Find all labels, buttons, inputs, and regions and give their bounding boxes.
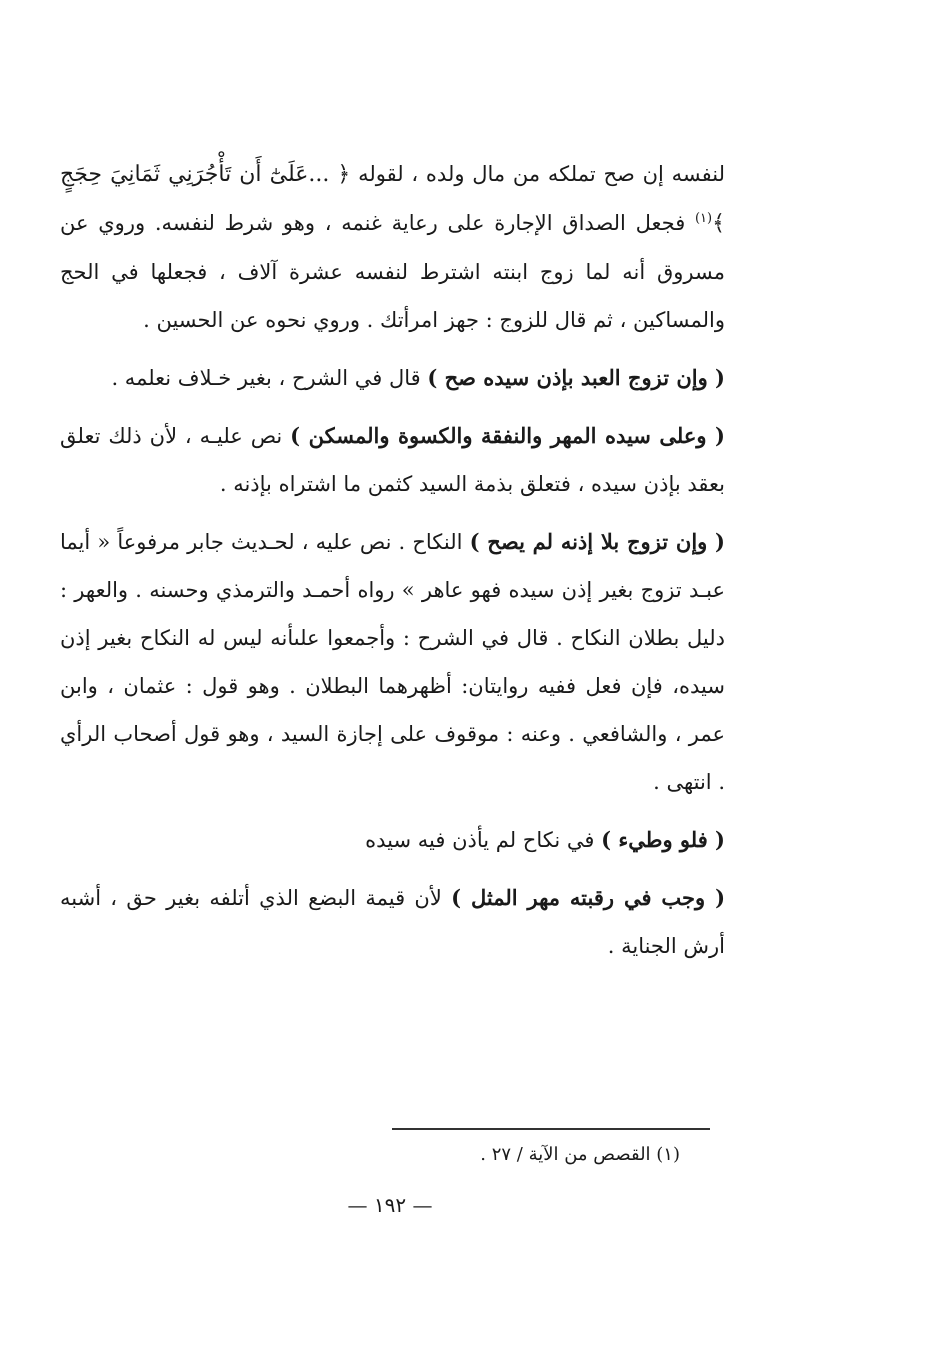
page-body <box>60 150 725 980</box>
paragraph <box>60 150 725 344</box>
text-segment: لنفسه إن صح تملكه من مال ولده ، لقوله <box>350 162 725 186</box>
text-segment: لأن قيمة البضع الذي أتلفه بغير حق ، أشبه أرش الجناية . <box>60 886 725 958</box>
matn-text: ( وعلى سيده المهر والنفقة والكسوة والمسكن ) <box>290 423 725 448</box>
text-segment: في نكاح لم يأذن فيه سيده <box>365 828 602 852</box>
text-segment: قال في الشرح ، بغير خـلاف نعلمه . <box>111 366 428 390</box>
text-segment: النكاح . نص عليه ، لحـديث جابر مرفوعاً « أيما عبـد تزوج بغير إذن سيده فهو عاهر » رواه أحمـد والترمذي وحسنه . والعهر : دليل بطلان النكاح . قال في الشرح : وأجمعوا علىأنه ليس له النكاح بغير إذن سيده، فإن فعل ففيه روايتان: أظهرهما البطلان . وهو قول : عثمان ، وابن عمر ، والشافعي . وعنه : موقوف على إجازة السيد ، وهو قول أصحاب الرأي . انتهى . <box>60 530 725 794</box>
page-number: — ١٩٢ — <box>347 1193 433 1217</box>
matn-text: ( فلو وطيء ) <box>601 827 725 852</box>
paragraph <box>60 354 725 402</box>
footnote-divider <box>392 1128 710 1130</box>
paragraph <box>60 874 725 970</box>
paragraph <box>60 518 725 806</box>
paragraph <box>60 412 725 508</box>
paragraph <box>60 816 725 864</box>
matn-text: ( وجب في رقبته مهر المثل ) <box>451 885 726 910</box>
footnote: (١) القصص من الآية / ٢٧ . <box>480 1144 680 1165</box>
matn-text: ( وإن تزوج العبد بإذن سيده صح ) <box>427 365 725 390</box>
text-segment: نص عليـه ، لأن ذلك تعلق بعقد بإذن سيده ، فتعلق بذمة السيد كثمن ما اشتراه بإذنه . <box>60 424 725 496</box>
footnote-marker: (١) <box>694 211 713 226</box>
text-segment: فجعل الصداق الإجارة على رعاية غنمه ، وهو شرط لنفسه. وروي عن مسروق أنه لما زوج ابنته اشترط لنفسه عشرة آلاف ، فجعلها في الحج والمساكين ، ثم قال للزوج : جهز امرأتك . وروي نحوه عن الحسين . <box>60 211 725 332</box>
matn-text: ( وإن تزوج بلا إذنه لم يصح ) <box>469 529 725 554</box>
quran-verse: ﴿ ...عَلَىٰٓ أَن تَأْجُرَنِي ثَمَانِيَ حِجَجٍ ﴾ <box>60 162 725 236</box>
